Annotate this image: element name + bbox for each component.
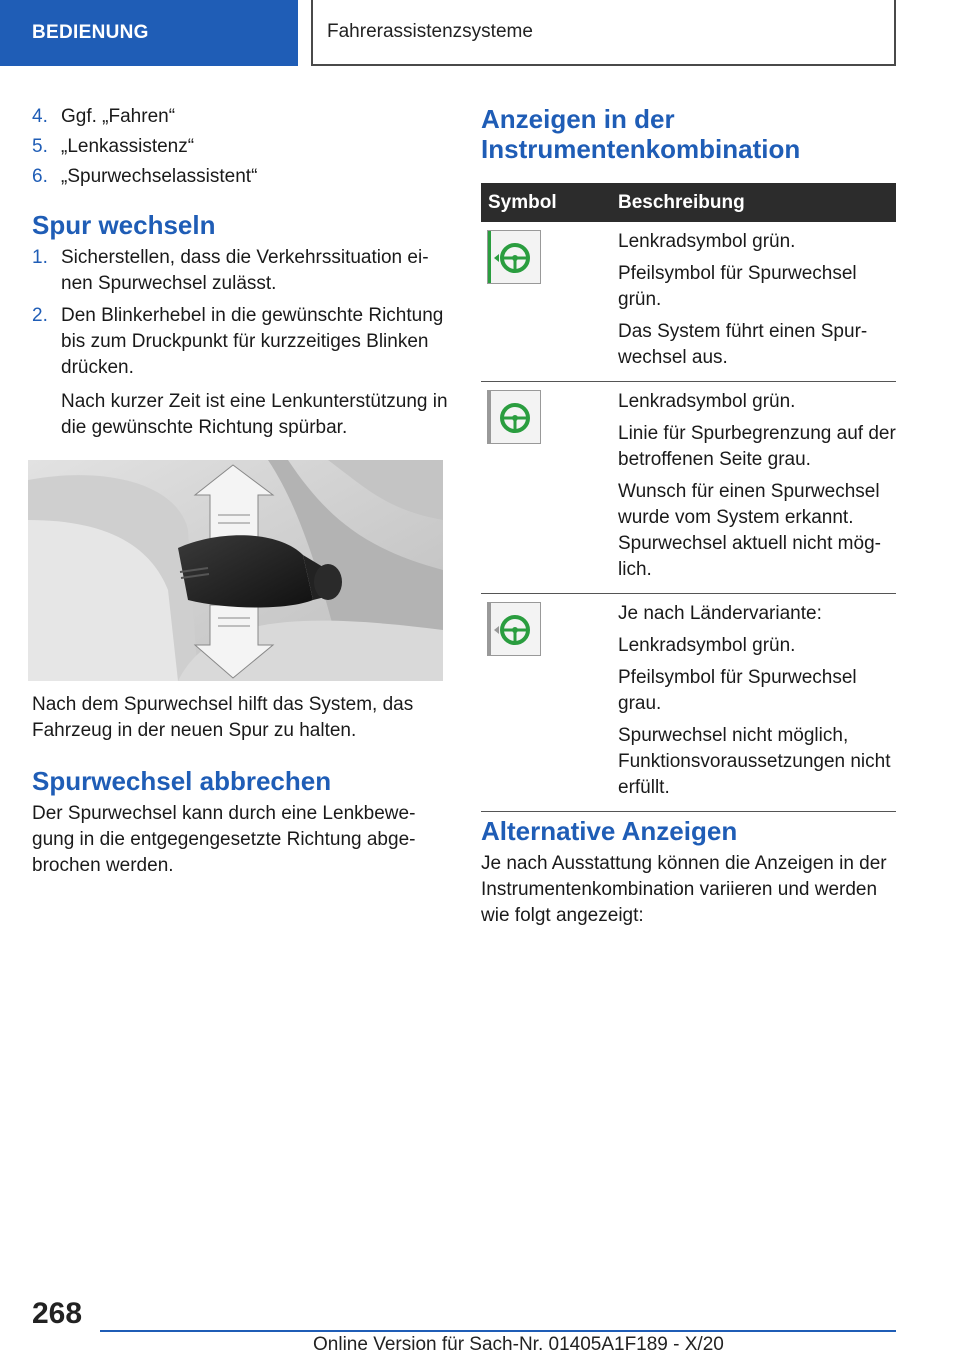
description-cell xyxy=(618,594,896,812)
list-item xyxy=(32,245,448,297)
steps-top-list xyxy=(32,104,448,190)
symbol-cell xyxy=(481,382,618,594)
page-number: 268 xyxy=(32,1297,83,1330)
after-figure-text: Nach dem Spurwechsel hilft das System, das Fahrzeug in der neuen Spur zu halten. xyxy=(32,694,414,741)
description-line: Das System führt einen Spurwechsel aus. xyxy=(618,321,868,368)
symbol-cell xyxy=(481,594,618,812)
alternative-text: Je nach Ausstattung können die Anzeigen in der Instrumentenkombination variieren und werden wie folgt angezeigt: xyxy=(481,853,887,926)
column-header-description: Beschreibung xyxy=(618,183,896,222)
list-item xyxy=(32,104,448,130)
column-header-symbol: Symbol xyxy=(481,183,618,222)
step-number: 4. xyxy=(32,106,48,127)
step-text: „Lenkassistenz“ xyxy=(61,136,195,157)
step-text: Den Blinkerhebel in die gewünschte Richtung bis zum Druckpunkt für kurzzeitiges Blinken drücken. xyxy=(61,305,444,378)
heading-alternative-anzeigen: Alternative Anzeigen xyxy=(481,816,738,846)
steering-wheel-grey-line-icon xyxy=(487,390,541,444)
table-row xyxy=(481,382,896,594)
heading-anzeigen: Anzeigen in der Instrumentenkombination xyxy=(481,104,801,164)
description-line: Lenkradsymbol grün. xyxy=(618,391,796,412)
list-item xyxy=(32,303,448,381)
step-text: Ggf. „Fahren“ xyxy=(61,106,176,127)
symbol-table xyxy=(481,183,896,812)
alternative-section xyxy=(481,816,896,929)
description-cell xyxy=(618,382,896,594)
table-header-row xyxy=(481,183,896,222)
description-line: Je nach Ländervariante: xyxy=(618,603,822,624)
description-line: Spurwechsel nicht möglich, Funktionsvoraussetzungen nicht erfüllt. xyxy=(618,725,891,798)
turn-signal-lever-image xyxy=(28,460,443,681)
table-row xyxy=(481,594,896,812)
lever-illustration xyxy=(28,460,443,681)
heading-spur-wechseln: Spur wechseln xyxy=(32,210,216,240)
footer-divider xyxy=(100,1330,896,1332)
step-number: 1. xyxy=(32,247,48,268)
description-line: Lenkradsymbol grün. xyxy=(618,635,796,656)
chapter-title: Fahrerassistenzsysteme xyxy=(311,0,896,66)
step-number: 2. xyxy=(32,305,48,326)
steering-wheel-green-arrow-icon xyxy=(487,230,541,284)
description-line: Pfeilsymbol für Spurwechsel grau. xyxy=(618,667,857,714)
symbol-cell xyxy=(481,222,618,382)
section-tab[interactable]: BEDIENUNG xyxy=(0,0,298,66)
step-note: Nach kurzer Zeit ist eine Lenkunterstützung in die gewünschte Richtung spürbar. xyxy=(61,391,448,438)
description-cell xyxy=(618,222,896,382)
step-number: 6. xyxy=(32,166,48,187)
table-row xyxy=(481,222,896,382)
list-item xyxy=(32,164,448,190)
step-text: Sicherstellen, dass die Verkehrssituation einen Spurwechsel zulässt. xyxy=(61,247,429,294)
heading-spurwechsel-abbrechen: Spurwechsel abbrechen xyxy=(32,766,332,796)
left-column-lower xyxy=(32,692,448,879)
steps-spur-list xyxy=(32,245,448,381)
description-line: Pfeilsymbol für Spurwechsel grün. xyxy=(618,263,857,310)
left-column xyxy=(32,104,448,441)
abbrechen-text: Der Spurwechsel kann durch eine Lenkbewegung in die entgegengesetzte Richtung abgebrochen werden. xyxy=(32,803,416,876)
description-line: Lenkradsymbol grün. xyxy=(618,231,796,252)
footer-text: Online Version für Sach-Nr. 01405A1F189 - X/20 xyxy=(313,1334,724,1355)
step-number: 5. xyxy=(32,136,48,157)
step-text: „Spurwechselassistent“ xyxy=(61,166,258,187)
list-item xyxy=(32,134,448,160)
description-line: Wunsch für einen Spurwechsel wurde vom System erkannt. Spurwechsel aktuell nicht möglich. xyxy=(618,481,881,580)
description-line: Linie für Spurbegrenzung auf der betroffenen Seite grau. xyxy=(618,423,896,470)
steering-wheel-grey-arrow-icon xyxy=(487,602,541,656)
